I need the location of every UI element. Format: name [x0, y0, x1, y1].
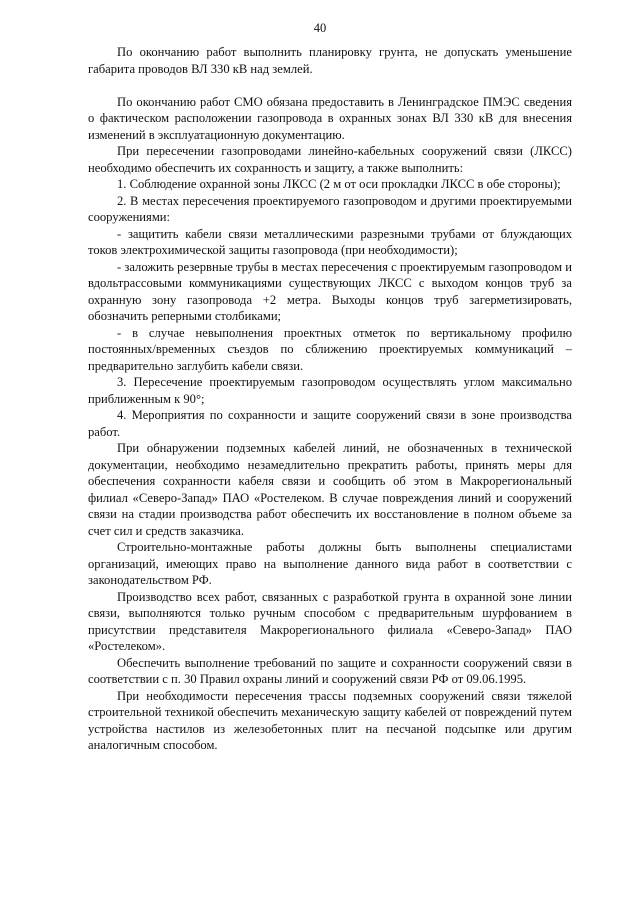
list-item: - защитить кабели связи металлическими разрезными трубами от блуждающих токов электрохимической защиты газопровода (при необходимости); — [88, 226, 572, 257]
document-body — [88, 44, 572, 754]
list-item: 1. Соблюдение охранной зоны ЛКСС (2 м от оси прокладки ЛКСС в обе стороны); — [117, 177, 561, 191]
paragraph: При необходимости пересечения трассы подземных сооружений связи тяжелой строительной техникой обеспечить механическую защиту кабелей от повреждений путем устройства настилов из железобетонных плит на песчаной подсыпке или другим аналогичным способом. — [88, 688, 572, 752]
paragraph: При пересечении газопроводами линейно-кабельных сооружений связи (ЛКСС) необходимо обеспечить их сохранность и защиту, а также выполнить: — [88, 144, 572, 175]
paragraph: По окончанию работ выполнить планировку грунта, не допускать уменьшение габарита проводов ВЛ 330 кВ над землей. — [88, 45, 572, 76]
paragraph: По окончанию работ СМО обязана предоставить в Ленинградское ПМЭС сведения о фактическом расположении газопровода в охранных зонах ВЛ 330 кВ для внесения изменений в эксплуатационную документацию. — [88, 94, 572, 142]
page-number: 40 — [313, 21, 327, 35]
list-item: 3. Пересечение проектируемым газопроводом осуществлять углом максимально приближенным к 90°; — [88, 375, 572, 406]
paragraph: Производство всех работ, связанных с разработкой грунта в охранной зоне линии связи, выполняются только ручным способом с предварительным шурфованием в присутствии представителя Макрорегионального филиала «Северо-Запад» ПАО «Ростелеком». — [88, 589, 572, 653]
paragraph: Обеспечить выполнение требований по защите и сохранности сооружений связи в соответствии с п. 30 Правил охраны линий и сооружений связи РФ от 09.06.1995. — [88, 655, 572, 686]
list-item: - заложить резервные трубы в местах пересечения с проектируемым газопроводом и вдольтрассовыми коммуникациями существующих ЛКСС с выходом концов труб за охранную зону газопровода +2 метра. Выходы концов труб загерметизировать, обозначить реперными столбиками; — [88, 259, 572, 323]
paragraph: При обнаружении подземных кабелей линий, не обозначенных в технической документации, необходимо незамедлительно прекратить работы, принять меры для обеспечения сохранности кабеля связи и сообщить об этом в Макрорегиональный филиал «Северо-Запад» ПАО «Ростелеком. В случае повреждения линий и сооружений связи на стадии производства работ обеспечить их восстановление в полном объеме за счет сил и средств заказчика. — [88, 441, 572, 538]
list-item: 2. В местах пересечения проектируемого газопроводом и другими проектируемыми сооружениями: — [88, 193, 572, 224]
list-item: - в случае невыполнения проектных отметок по вертикальному профилю постоянных/временных съездов по сближению проектируемых коммуникаций – предварительно заглубить кабели связи. — [88, 325, 572, 373]
list-item: 4. Мероприятия по сохранности и защите сооружений связи в зоне производства работ. — [88, 408, 572, 439]
paragraph: Строительно-монтажные работы должны быть выполнены специалистами организаций, имеющих право на выполнение данного вида работ в соответствии с законодательством РФ. — [88, 540, 572, 587]
